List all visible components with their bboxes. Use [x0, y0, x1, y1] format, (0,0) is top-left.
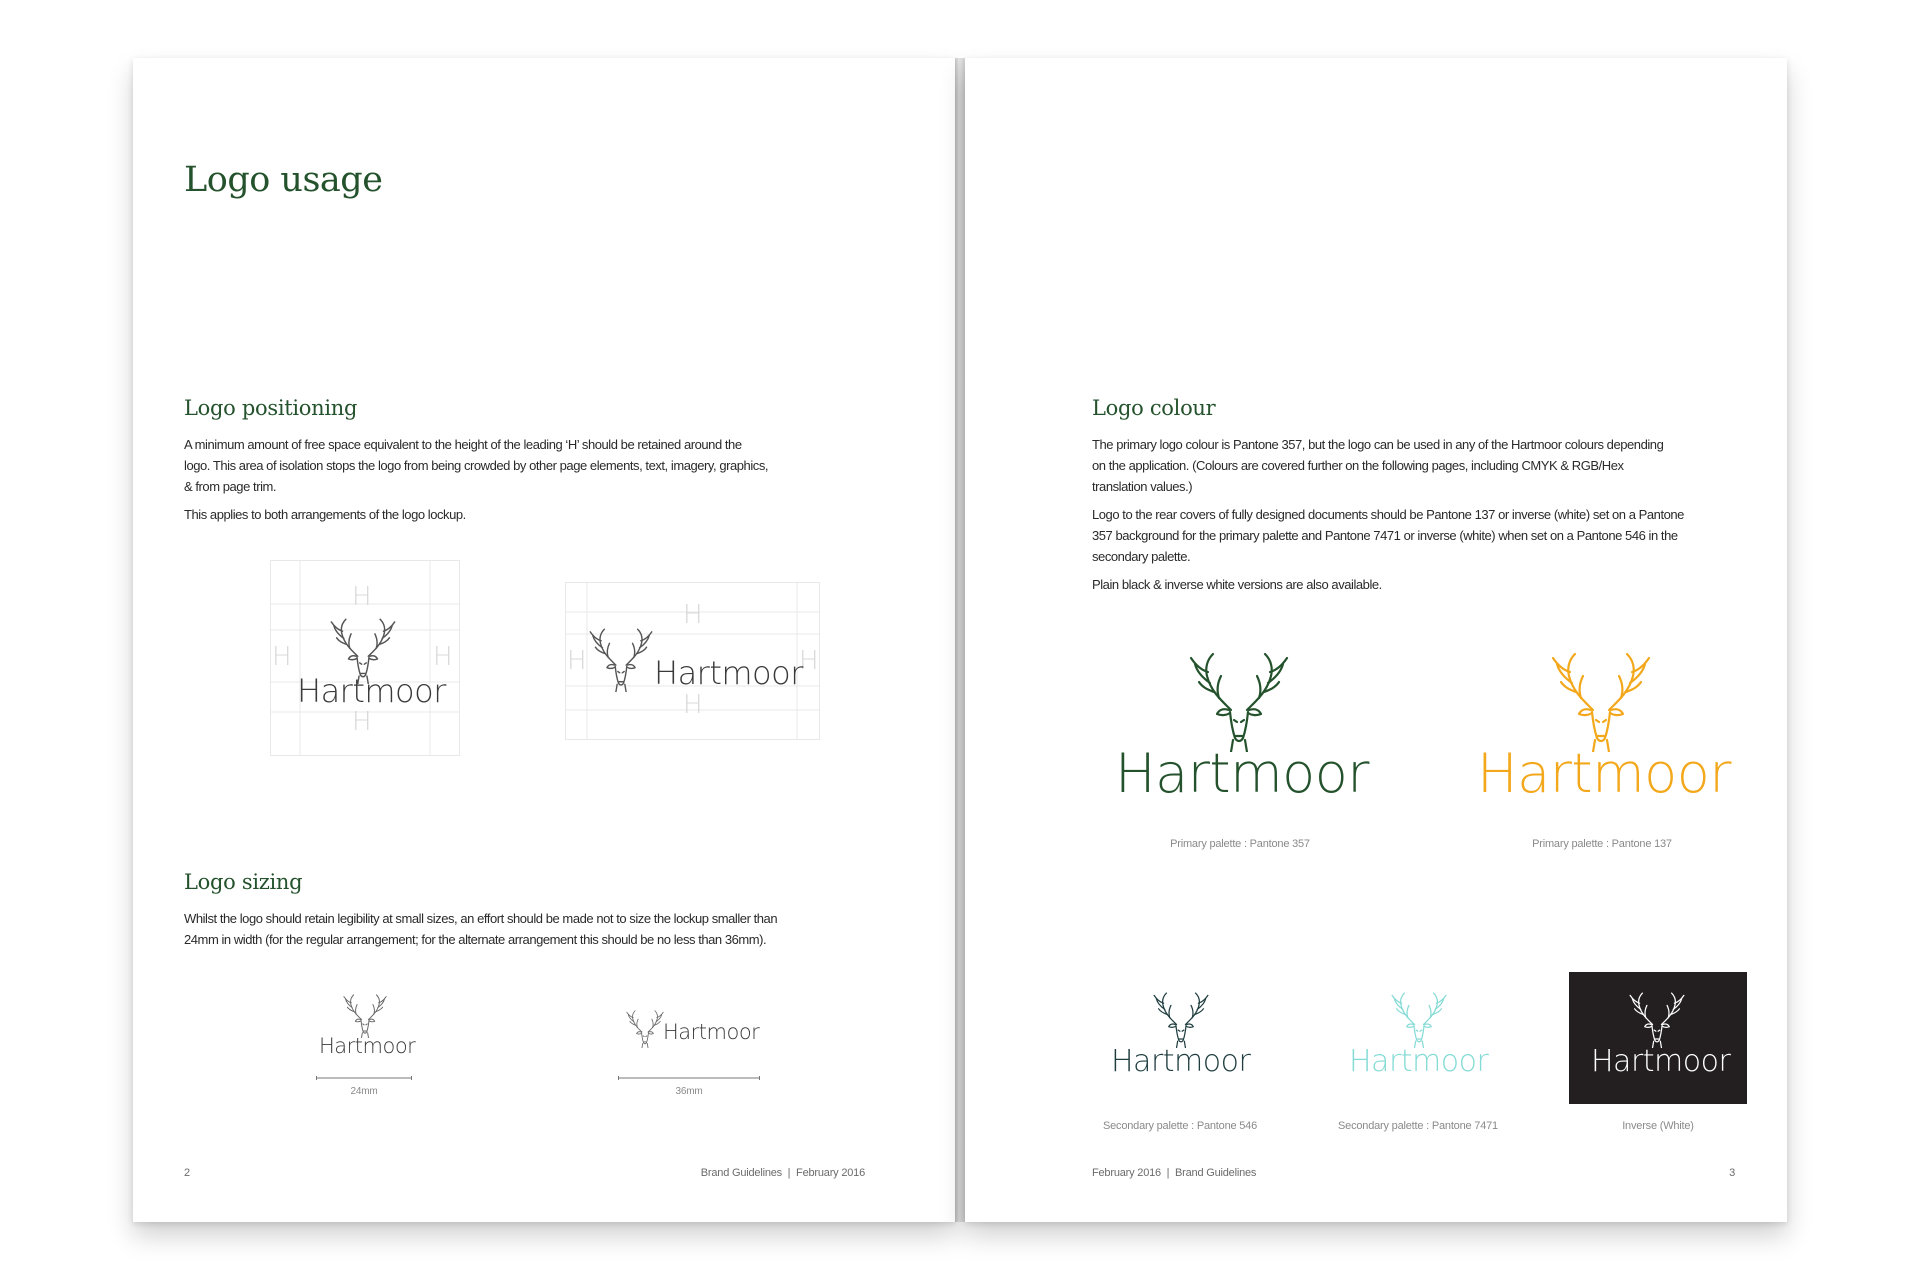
footer-text: Brand Guidelines | February 2016 [700, 1167, 865, 1179]
logo-variant-pantone-357 [1115, 652, 1369, 862]
right-page [965, 58, 1787, 1222]
stag-icon [1625, 992, 1689, 1048]
paragraph-line: A minimum amount of free space equivalent to the height of the leading ‘H’ should be retained around the [184, 437, 742, 452]
page-number: 2 [184, 1167, 190, 1179]
paragraph-line: & from page trim. [184, 479, 277, 494]
logo-variant-inverse-white [1569, 972, 1747, 1142]
clearspace-h-bottom: H [352, 707, 372, 737]
clearspace-diagram-alternate [565, 582, 820, 740]
size-measure-line [618, 1076, 760, 1082]
stag-icon [1149, 992, 1213, 1048]
paragraph-line: Whilst the logo should retain legibility at small sizes, an effort should be made not to size the lockup smaller than [184, 911, 778, 926]
left-page [133, 58, 955, 1222]
stag-icon [1542, 652, 1660, 752]
size-label-24mm: 24mm [350, 1086, 378, 1097]
paragraph-line: Plain black & inverse white versions are also available. [1092, 577, 1382, 592]
page-number: 3 [1729, 1167, 1735, 1179]
logo-wordmark: Hartmoor [1349, 1044, 1489, 1079]
logo-wordmark: Hartmoor [1111, 1044, 1251, 1079]
variant-caption: Primary palette : Pantone 137 [1532, 838, 1672, 850]
logo-variant-pantone-137 [1477, 652, 1731, 862]
logo-wordmark: Hartmoor [297, 672, 446, 710]
paragraph-line: on the application. (Colours are covered further on the following pages, including CMYK & RGB/Hex [1092, 458, 1624, 473]
paragraph-line: 24mm in width (for the regular arrangement; for the alternate arrangement this should be no less than 36mm). [184, 932, 767, 947]
clearspace-h-left: H [272, 642, 292, 672]
logo-variant-pantone-7471 [1318, 992, 1518, 1142]
paragraph-line: logo. This area of isolation stops the logo from being crowded by other page elements, text, imagery, graphics, [184, 458, 769, 473]
logo-sizing-paragraph [184, 908, 884, 950]
small-logo-regular [313, 994, 423, 1097]
size-measure-line [316, 1076, 412, 1082]
clearspace-h-top: H [683, 600, 703, 630]
variant-caption: Primary palette : Pantone 357 [1170, 838, 1310, 850]
logo-wordmark: Hartmoor [1591, 1044, 1731, 1079]
clearspace-h-right: H [799, 646, 819, 676]
logo-colour-paragraph [1092, 434, 1752, 595]
logo-wordmark: Hartmoor [1115, 742, 1369, 805]
stag-icon [343, 994, 387, 1038]
logo-positioning-heading: Logo positioning [184, 396, 358, 420]
paragraph-line: 357 background for the primary palette and Pantone 7471 or inverse (white) when set on a Pantone 546 in the [1092, 528, 1678, 543]
logo-variant-pantone-546 [1080, 992, 1280, 1142]
stag-icon [1387, 992, 1451, 1048]
stag-icon [626, 1010, 664, 1048]
clearspace-h-bottom: H [683, 690, 703, 720]
paragraph-line: The primary logo colour is Pantone 357, but the logo can be used in any of the Hartmoor colours depending [1092, 437, 1664, 452]
variant-caption: Inverse (White) [1622, 1120, 1694, 1132]
paragraph-line: secondary palette. [1092, 549, 1191, 564]
clearspace-h-right: H [433, 642, 453, 672]
variant-caption: Secondary palette : Pantone 7471 [1338, 1120, 1498, 1132]
logo-wordmark: Hartmoor [319, 1034, 416, 1058]
small-logo-alternate [618, 1008, 768, 1098]
paragraph-line: translation values.) [1092, 479, 1193, 494]
paragraph-line: This applies to both arrangements of the logo lockup. [184, 507, 466, 522]
logo-colour-heading: Logo colour [1092, 396, 1216, 420]
stag-icon [589, 628, 653, 692]
logo-wordmark: Hartmoor [654, 654, 803, 692]
clearspace-h-top: H [352, 582, 372, 612]
page-title: Logo usage [184, 160, 383, 200]
logo-wordmark: Hartmoor [1477, 742, 1731, 805]
footer-text: February 2016 | Brand Guidelines [1092, 1167, 1257, 1179]
paragraph-line: Logo to the rear covers of fully designed documents should be Pantone 137 or inverse (white) set on a Pantone [1092, 507, 1684, 522]
stag-icon [1180, 652, 1298, 752]
clearspace-diagram-regular [270, 560, 460, 756]
logo-wordmark: Hartmoor [663, 1020, 760, 1044]
book-spine [955, 58, 965, 1222]
variant-caption: Secondary palette : Pantone 546 [1102, 1120, 1258, 1132]
logo-positioning-paragraph [184, 434, 884, 525]
size-label-36mm: 36mm [675, 1086, 703, 1097]
logo-sizing-heading: Logo sizing [184, 870, 303, 894]
clearspace-h-left: H [567, 646, 587, 676]
